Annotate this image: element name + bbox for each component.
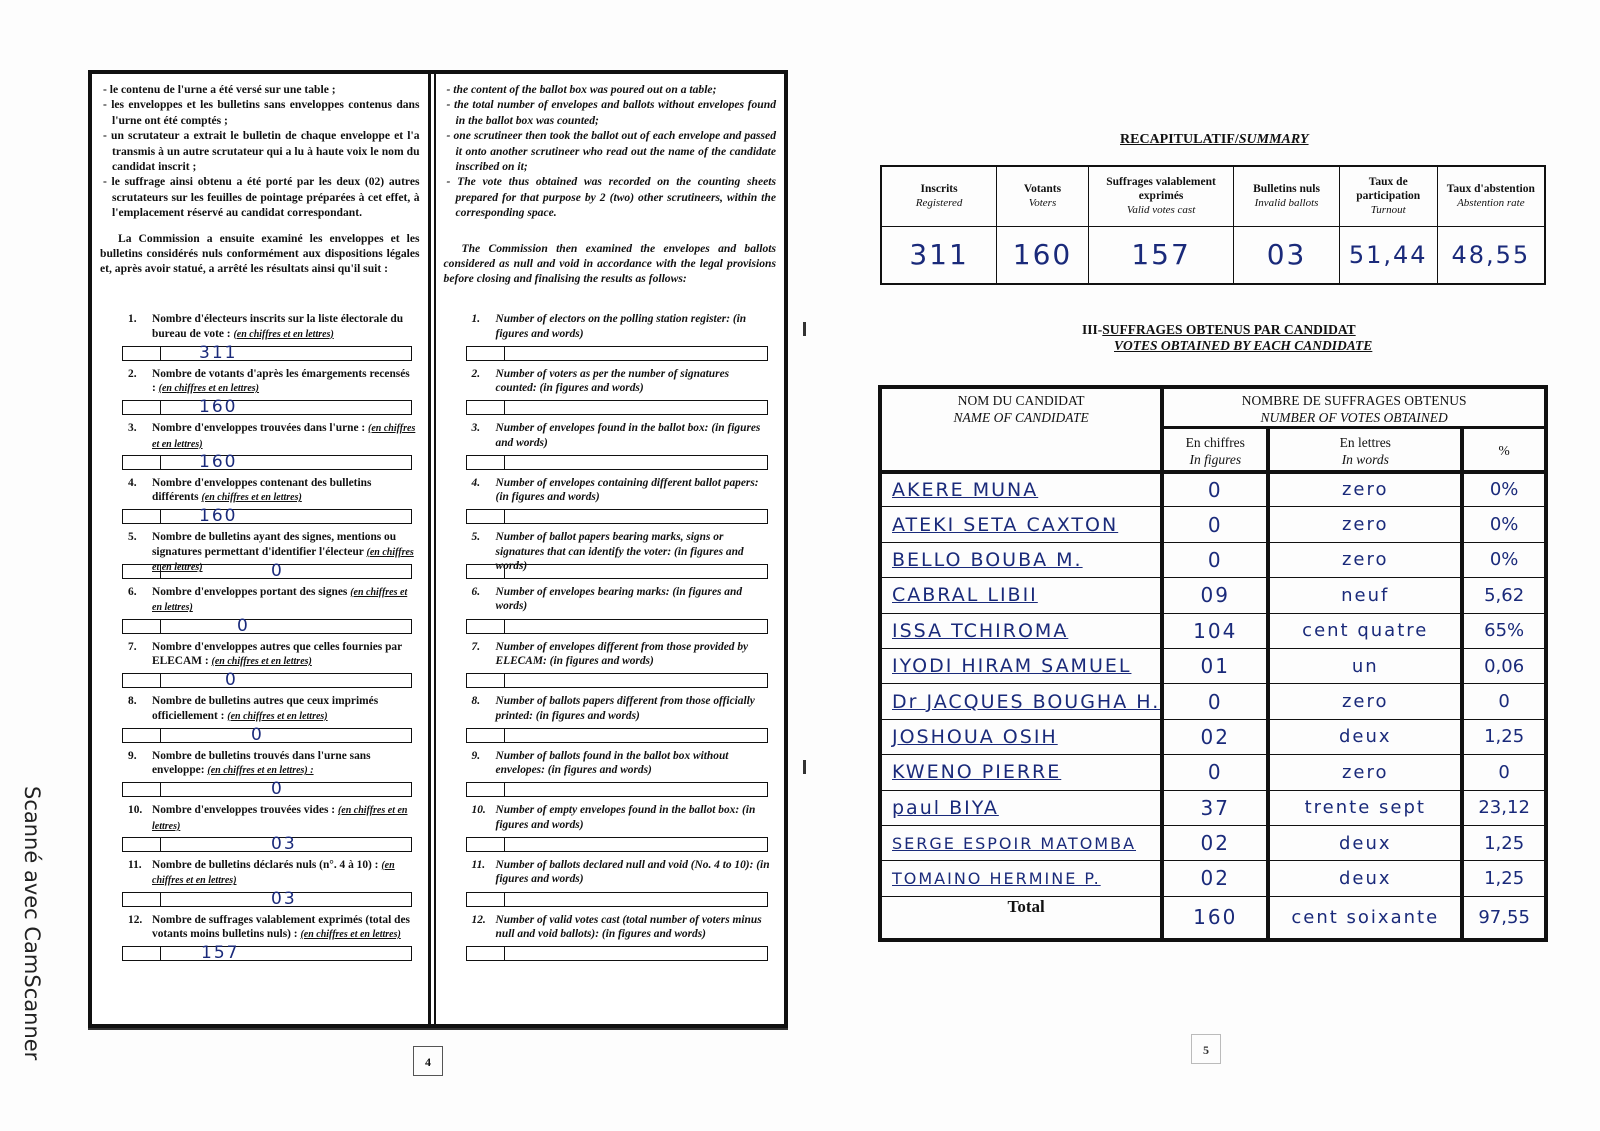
answer-value <box>505 783 767 796</box>
item-text: Number of envelopes found in the ballot box: (in figures and words) <box>495 422 761 449</box>
candidate-row <box>880 648 1546 683</box>
candidate-name: JOSHOUA OSIH <box>880 719 1162 754</box>
item-subtext: (en chiffres et en lettres) <box>158 383 260 395</box>
header-abstention: Taux d'abstention Abstention rate <box>1437 166 1545 226</box>
item-subtext: (en chiffres et en lettres) <box>152 586 408 614</box>
total-row <box>880 896 1546 940</box>
form-item-2 <box>444 367 776 422</box>
total-percent: 97,55 <box>1462 896 1546 940</box>
header-words: En lettres In words <box>1268 428 1462 472</box>
candidate-name: SERGE ESPOIR MATOMBA <box>880 825 1162 860</box>
candidate-figures: 09 <box>1162 578 1268 613</box>
item-subtext: (en chiffres et en lettres) <box>211 656 312 668</box>
item-text: Number of ballot papers bearing marks, signs or signatures that can identify the voter: (in figures and words) <box>495 531 744 573</box>
answer-field[interactable] <box>466 455 768 470</box>
item-text: Number of ballots found in the ballot box without envelopes: (in figures and words) <box>495 749 729 777</box>
item-number: 6. <box>471 585 481 598</box>
value-abstention: 48,55 <box>1437 226 1545 284</box>
intro-paragraph: The Commission then examined the envelopes and ballots considered as null and void in accordance with the legal provisions before closing and finalising the results as follows: <box>443 241 776 286</box>
candidate-words: cent quatre <box>1268 613 1462 648</box>
candidate-figures: 0 <box>1162 755 1268 790</box>
form-item-9 <box>100 749 420 804</box>
item-number: 11. <box>128 858 142 871</box>
item-text: Number of envelopes different from those provided by ELECAM: (in figures and words) <box>495 640 749 668</box>
item-number: 12. <box>128 913 143 926</box>
answer-field[interactable] <box>466 837 768 852</box>
french-column <box>92 74 431 1024</box>
candidate-figures: 0 <box>1162 472 1268 507</box>
item-text: Number of envelopes containing different ballot papers: (in figures and words) <box>495 476 759 504</box>
answer-field[interactable] <box>122 342 412 363</box>
item-number: 9. <box>471 749 481 762</box>
form-item-5 <box>100 530 420 585</box>
item-number: 8. <box>471 695 481 708</box>
candidate-row <box>880 542 1546 577</box>
form-item-8 <box>444 694 776 749</box>
candidate-words: deux <box>1268 719 1462 754</box>
candidate-name: paul BIYA <box>880 790 1162 825</box>
candidate-figures: 104 <box>1162 613 1268 648</box>
answer-field[interactable] <box>466 892 768 907</box>
candidate-words: un <box>1268 648 1462 683</box>
item-number: 10. <box>471 804 486 817</box>
item-text: Number of valid votes cast (total number of voters minus null and void ballots): (in figures and words) <box>495 913 762 941</box>
item-number: 9. <box>128 749 137 762</box>
page-number-right: 5 <box>1191 1034 1221 1064</box>
answer-value <box>505 893 767 906</box>
candidate-name: IYODI HIRAM SAMUEL <box>880 648 1162 683</box>
intro-bullet: - The vote thus obtained was recorded on the counting sheets prepared for that purpose by 2 (two) other scrutineers, within the corresponding space. <box>444 174 776 220</box>
header-voters: Votants Voters <box>997 166 1089 226</box>
form-item-4 <box>444 476 776 531</box>
candidate-row <box>880 472 1546 507</box>
form-item-1 <box>100 312 420 367</box>
answer-field[interactable] <box>122 560 412 581</box>
candidate-figures: 02 <box>1162 719 1268 754</box>
answer-value: 03 <box>271 888 297 909</box>
item-subtext: (en chiffres et en lettres) <box>300 929 401 941</box>
header-candidate-name: NOM DU CANDIDAT NAME OF CANDIDATE <box>880 387 1162 472</box>
candidate-percent: 0 <box>1462 755 1546 790</box>
candidate-percent: 1,25 <box>1462 719 1546 754</box>
answer-value: 0 <box>225 670 238 691</box>
candidate-words: deux <box>1268 825 1462 860</box>
intro-bullet: - le suffrage ainsi obtenu a été porté par les deux (02) autres scrutateurs sur les feuilles de pointage préparées à cet effet, à l'emplacement réservé au candidat correspondant. <box>100 174 420 220</box>
form-item-3 <box>444 421 776 476</box>
candidate-words: trente sept <box>1268 790 1462 825</box>
right-page-results <box>870 0 1560 1100</box>
item-number: 1. <box>471 313 481 325</box>
item-text: Nombre d'enveloppes autres que celles fournies par ELECAM : <box>152 640 402 668</box>
item-subtext: (en chiffres et en lettres) <box>152 546 414 574</box>
item-number: 2. <box>128 367 137 380</box>
form-item-11 <box>444 858 776 913</box>
answer-field[interactable] <box>122 943 412 964</box>
item-number: 12. <box>471 913 486 926</box>
item-text: Nombre de bulletins ayant des signes, mentions ou signatures permettant d'identifier l'électeur <box>152 531 397 558</box>
answer-value: 311 <box>199 342 238 363</box>
form-item-4 <box>100 476 420 531</box>
item-text: Number of ballots declared null and void (No. 4 to 10): (in figures and words) <box>495 858 770 886</box>
french-intro <box>100 82 420 277</box>
answer-value <box>505 947 767 960</box>
item-number: 1. <box>128 313 137 325</box>
page-number-left: 4 <box>413 1046 443 1076</box>
candidate-percent: 0 <box>1462 684 1546 719</box>
candidate-row <box>880 790 1546 825</box>
votes-section-title: III-SUFFRAGES OBTENUS PAR CANDIDAT VOTES OBTAINED BY EACH CANDIDATE <box>1082 322 1373 353</box>
answer-value: 0 <box>251 724 264 745</box>
item-number: 3. <box>128 422 137 435</box>
candidate-row <box>880 684 1546 719</box>
candidate-words: deux <box>1268 861 1462 896</box>
item-subtext: (en chiffres et en lettres) <box>201 492 302 504</box>
candidate-name: KWENO PIERRE <box>880 755 1162 790</box>
item-number: 4. <box>471 476 481 489</box>
item-subtext: (en chiffres et en lettres) <box>152 423 416 450</box>
answer-value: 0 <box>271 560 284 581</box>
left-page-form <box>88 70 788 1028</box>
candidate-name: Dr JACQUES BOUGHA H. <box>880 684 1162 719</box>
candidate-name: TOMAINO HERMINE P. <box>880 861 1162 896</box>
candidate-row <box>880 755 1546 790</box>
item-text: Number of ballots papers different from those officially printed: (in figures and words) <box>495 695 755 722</box>
candidate-percent: 0% <box>1462 542 1546 577</box>
summary-title: RECAPITULATIF/SUMMARY <box>1120 132 1309 147</box>
candidate-figures: 02 <box>1162 861 1268 896</box>
header-votes-obtained: NOMBRE DE SUFFRAGES OBTENUS NUMBER OF VOTES OBTAINED <box>1162 387 1546 428</box>
answer-value <box>505 401 767 414</box>
candidate-row <box>880 507 1546 542</box>
candidate-words: zero <box>1268 684 1462 719</box>
candidate-name: ISSA TCHIROMA <box>880 613 1162 648</box>
answer-field[interactable] <box>122 724 412 745</box>
candidate-figures: 01 <box>1162 648 1268 683</box>
item-number: 11. <box>471 858 486 871</box>
candidate-figures: 0 <box>1162 542 1268 577</box>
candidate-figures: 0 <box>1162 684 1268 719</box>
form-item-5 <box>444 530 776 585</box>
intro-bullet: - one scrutineer then took the ballot out of each envelope and passed it onto another scrutineer who read out the name of the candidate inscribed on it; <box>444 128 776 174</box>
item-number: 3. <box>471 422 481 435</box>
header-percent: % <box>1462 428 1546 472</box>
form-item-6 <box>444 585 776 640</box>
answer-value <box>505 565 767 578</box>
item-text: Nombre de bulletins déclarés nuls (n°. 4 à 10) : <box>152 858 379 871</box>
item-text: Number of envelopes bearing marks: (in figures and words) <box>495 585 743 613</box>
total-figures: 160 <box>1162 896 1268 940</box>
answer-value: 03 <box>271 833 297 854</box>
candidate-row <box>880 578 1546 613</box>
candidate-percent: 23,12 <box>1462 790 1546 825</box>
form-item-12 <box>100 913 420 968</box>
answer-field[interactable] <box>466 782 768 797</box>
candidate-percent: 0% <box>1462 472 1546 507</box>
answer-value <box>505 456 767 469</box>
answer-field[interactable] <box>122 670 412 691</box>
form-item-3 <box>100 421 420 476</box>
header-registered: Inscrits Registered <box>881 166 997 226</box>
item-subtext: (en chiffres et en lettres) <box>233 328 334 340</box>
value-turnout: 51,44 <box>1339 226 1437 284</box>
answer-field[interactable] <box>122 615 412 636</box>
answer-field[interactable] <box>466 673 768 688</box>
candidate-percent: 1,25 <box>1462 861 1546 896</box>
answer-value <box>505 674 767 687</box>
form-item-1 <box>444 312 776 367</box>
item-text: Nombre de bulletins trouvés dans l'urne sans enveloppe: <box>152 749 371 777</box>
header-valid-votes: Suffrages valablement exprimés Valid votes cast <box>1088 166 1233 226</box>
value-voters: 160 <box>997 226 1089 284</box>
english-intro <box>444 82 776 287</box>
answer-field[interactable] <box>122 397 412 418</box>
answer-field[interactable] <box>122 833 412 854</box>
item-number: 7. <box>471 640 481 653</box>
intro-bullet: - the total number of envelopes and ballots without envelopes found in the ballot box was counted; <box>444 97 776 128</box>
item-number: 5. <box>128 531 137 544</box>
item-number: 5. <box>471 531 481 544</box>
candidate-votes-table <box>878 385 1548 942</box>
header-figures: En chiffres In figures <box>1162 428 1268 472</box>
item-number: 8. <box>128 695 137 708</box>
form-item-12 <box>444 913 776 968</box>
answer-value <box>505 729 767 742</box>
french-items <box>100 312 420 967</box>
intro-bullet: - le contenu de l'urne a été versé sur une table ; <box>100 82 420 97</box>
candidate-percent: 65% <box>1462 613 1546 648</box>
candidate-figures: 0 <box>1162 507 1268 542</box>
value-registered: 311 <box>881 226 997 284</box>
answer-value: 157 <box>201 943 240 964</box>
candidate-words: zero <box>1268 755 1462 790</box>
item-text: Nombre d'enveloppes contenant des bulletins différents <box>152 476 372 504</box>
item-text: Nombre de suffrages valablement exprimés (total des votants moins bulletins nuls) : <box>152 913 410 941</box>
item-subtext: (en chiffres et en lettres) : <box>207 765 314 777</box>
item-number: 6. <box>128 585 137 598</box>
form-item-2 <box>100 367 420 422</box>
candidate-words: zero <box>1268 542 1462 577</box>
form-item-10 <box>444 803 776 858</box>
candidate-name: ATEKI SETA CAXTON <box>880 507 1162 542</box>
candidate-words: neuf <box>1268 578 1462 613</box>
intro-bullet: - the content of the ballot box was poured out on a table; <box>444 82 776 97</box>
answer-field[interactable] <box>122 506 412 527</box>
answer-value: 160 <box>199 506 238 527</box>
answer-value <box>505 510 767 523</box>
header-turnout: Taux de participation Turnout <box>1339 166 1437 226</box>
gutter-mark <box>803 760 806 774</box>
gutter-mark <box>803 322 806 336</box>
answer-field[interactable] <box>466 946 768 961</box>
form-item-6 <box>100 585 420 640</box>
candidate-figures: 37 <box>1162 790 1268 825</box>
candidate-words: zero <box>1268 507 1462 542</box>
total-words: cent soixante <box>1268 896 1462 940</box>
camscanner-watermark: Scanné avec CamScanner <box>20 786 44 1061</box>
candidate-row <box>880 719 1546 754</box>
candidate-percent: 5,62 <box>1462 578 1546 613</box>
answer-field[interactable] <box>466 400 768 415</box>
item-number: 4. <box>128 476 137 489</box>
candidate-row <box>880 613 1546 648</box>
answer-field[interactable] <box>122 451 412 472</box>
answer-value <box>505 347 767 360</box>
answer-field[interactable] <box>466 346 768 361</box>
candidate-figures: 02 <box>1162 825 1268 860</box>
item-subtext: (en chiffres et en lettres) <box>227 710 328 722</box>
form-item-8 <box>100 694 420 749</box>
answer-field[interactable] <box>466 564 768 579</box>
item-number: 2. <box>471 367 481 380</box>
value-invalid-ballots: 03 <box>1234 226 1340 284</box>
form-item-9 <box>444 749 776 804</box>
form-item-11 <box>100 858 420 913</box>
form-item-7 <box>444 640 776 695</box>
intro-paragraph: La Commission a ensuite examiné les enveloppes et les bulletins considérés nuls conformément aux dispositions légales et, après avoir statué, a arrêté les résultats ainsi qu'il suit : <box>100 231 420 276</box>
candidate-name: CABRAL LIBII <box>880 578 1162 613</box>
item-text: Nombre d'enveloppes portant des signes <box>152 585 348 598</box>
answer-value: 160 <box>199 397 238 418</box>
item-number: 7. <box>128 640 137 653</box>
answer-value: 0 <box>271 779 284 800</box>
item-text: Number of voters as per the number of signatures counted: (in figures and words) <box>495 367 730 395</box>
intro-bullet: - les enveloppes et les bulletins sans enveloppes contenus dans l'urne ont été comptés ; <box>100 97 420 128</box>
answer-field[interactable] <box>466 509 768 524</box>
form-item-10 <box>100 803 420 858</box>
intro-bullet: - un scrutateur a extrait le bulletin de chaque enveloppe et l'a transmis à un autre scrutateur qui a lu à haute voix le nom du candidat inscrit ; <box>100 128 420 174</box>
header-invalid-ballots: Bulletins nuls Invalid ballots <box>1234 166 1340 226</box>
answer-field[interactable] <box>466 728 768 743</box>
total-label: Total <box>880 896 1162 940</box>
value-valid-votes: 157 <box>1088 226 1233 284</box>
answer-value <box>505 620 767 633</box>
candidate-name: AKERE MUNA <box>880 472 1162 507</box>
answer-field[interactable] <box>122 779 412 800</box>
candidate-words: zero <box>1268 472 1462 507</box>
item-text: Nombre d'électeurs inscrits sur la liste électorale du bureau de vote : <box>152 313 404 340</box>
item-text: Number of empty envelopes found in the ballot box: (in figures and words) <box>495 804 756 831</box>
form-item-7 <box>100 640 420 695</box>
item-number: 10. <box>128 804 143 817</box>
item-text: Nombre d'enveloppes trouvées dans l'urne : <box>152 422 366 435</box>
item-text: Nombre de bulletins autres que ceux imprimés officiellement : <box>152 695 379 722</box>
english-items <box>444 312 776 967</box>
answer-value: 160 <box>199 451 238 472</box>
candidate-row <box>880 825 1546 860</box>
candidate-percent: 1,25 <box>1462 825 1546 860</box>
item-text: Nombre de votants d'après les émargements recensés : <box>152 367 410 395</box>
item-text: Number of electors on the polling station register: (in figures and words) <box>495 313 747 340</box>
answer-field[interactable] <box>466 619 768 634</box>
answer-field[interactable] <box>122 888 412 909</box>
summary-table <box>880 165 1546 285</box>
candidate-row <box>880 861 1546 896</box>
candidate-percent: 0,06 <box>1462 648 1546 683</box>
candidate-name: BELLO BOUBA M. <box>880 542 1162 577</box>
item-text: Nombre d'enveloppes trouvées vides : <box>152 804 336 817</box>
english-column <box>434 74 784 1024</box>
item-subtext: (en chiffres et en lettres) <box>152 805 408 832</box>
candidate-percent: 0% <box>1462 507 1546 542</box>
answer-value <box>505 838 767 851</box>
answer-value: 0 <box>237 615 250 636</box>
item-subtext: (en chiffres et en lettres) <box>152 859 395 887</box>
